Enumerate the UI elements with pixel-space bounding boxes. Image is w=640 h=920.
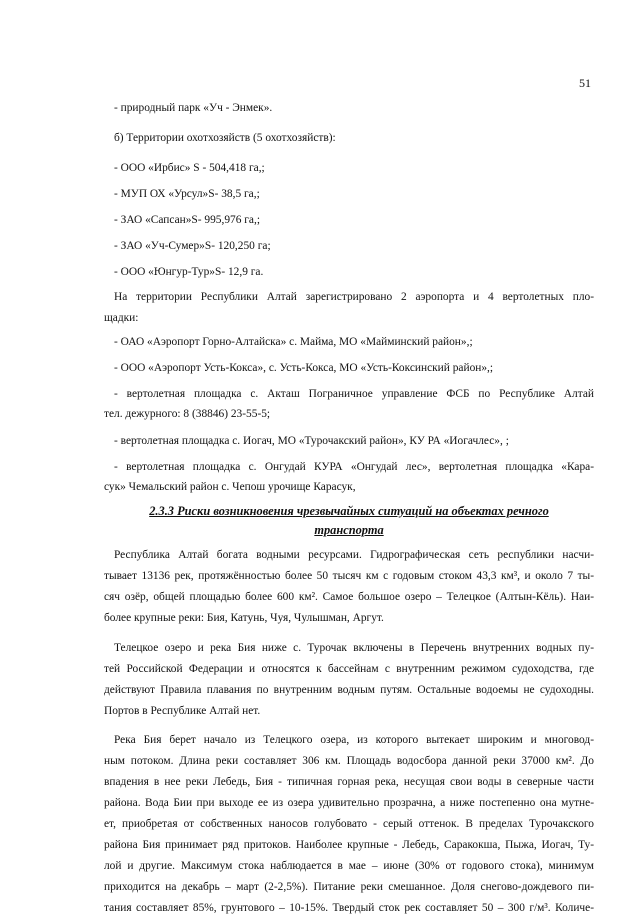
- list-item: - ОАО «Аэропорт Горно-Алтайска» с. Майма, МО «Майминский район»,;: [114, 336, 473, 348]
- paragraph-line: Река Бия берет начало из Телецкого озера, из которого вытекает широким и многовод-: [114, 734, 594, 746]
- list-item: - природный парк «Уч - Энмек».: [114, 102, 273, 114]
- list-item: - МУП ОХ «Урсул»S- 38,5 га,;: [114, 188, 260, 200]
- paragraph-line: лой и другие. Максимум стока наблюдается в мае – июне (30% от годового стока), минимум: [104, 860, 594, 872]
- list-item: - ООО «Ирбис» S - 504,418 га,;: [114, 162, 265, 174]
- paragraph-line: впадения в нее реки Лебедь, Бия - типичная горная река, несущая свои воды в северные части: [104, 776, 594, 788]
- list-item: - вертолетная площадка с. Акташ Пограничное управление ФСБ по Республике Алтай: [114, 388, 594, 400]
- paragraph-line: района. Вода Бии при выходе ее из озера удивительно прозрачна, а ниже постепенно она мутне-: [104, 797, 594, 809]
- paragraph-line: приходится на декабрь – март (2-2,5%). Питание реки смешанное. Доля снегово-дождевого пи-: [104, 881, 594, 893]
- paragraph-line: действуют Правила плавания по внутренним водным путям. Остальные водоемы не судоходны.: [104, 684, 594, 696]
- list-item: - вертолетная площадка с. Онгудай КУРА «Онгудай лес», вертолетная площадка «Кара-: [114, 461, 594, 473]
- list-item: б) Территории охотхозяйств (5 охотхозяйств):: [114, 132, 336, 144]
- paragraph-line: Республика Алтай богата водными ресурсами. Гидрографическая сеть республики насчи-: [114, 549, 594, 561]
- paragraph-line: Телецкое озеро и река Бия ниже с. Турочак включены в Перечень внутренних водных пу-: [114, 642, 594, 654]
- paragraph-line: тей Российской Федерации и относятся к бассейнам с внутренним режимом судоходства, где: [104, 663, 594, 675]
- paragraph-line: тывает 13136 рек, протяжённостью более 50 тысяч км с годовым стоком 43,3 км³, и около 7 ты-: [104, 570, 594, 582]
- paragraph-line: сяч озёр, общей площадью более 600 км². Самое большое озеро – Телецкое (Алтын-Кёль). Наи-: [104, 591, 594, 603]
- list-item: сук» Чемальский район с. Чепош урочище Карасук,: [104, 481, 356, 493]
- list-item: - ООО «Аэропорт Усть-Кокса», с. Усть-Кокса, МО «Усть-Коксинский район»,;: [114, 362, 494, 374]
- list-item: - ЗАО «Уч-Сумер»S- 120,250 га;: [114, 240, 271, 252]
- list-item: - вертолетная площадка с. Иогач, МО «Турочакский район», КУ РА «Иогачлес», ;: [114, 435, 509, 447]
- paragraph-line: Портов в Республике Алтай нет.: [104, 705, 261, 717]
- paragraph-line: На территории Республики Алтай зарегистрировано 2 аэропорта и 4 вертолетных пло-: [114, 291, 594, 303]
- list-item: - ООО «Юнгур-Тур»S- 12,9 га.: [114, 266, 264, 278]
- paragraph-line: района Бия принимает ряд притоков. Наиболее крупные - Лебедь, Саракокша, Пыжа, Иогач, Ту-: [104, 839, 594, 851]
- paragraph-line: более крупные реки: Бия, Катунь, Чуя, Чулышман, Аргут.: [104, 612, 384, 624]
- paragraph-line: ным потоком. Длина реки составляет 306 км. Площадь водосбора данной реки 37000 км². До: [104, 755, 594, 767]
- paragraph-line: щадки:: [104, 312, 139, 324]
- paragraph-line: тания составляет 85%, грунтового – 10-15%. Твердый сток рек составляет 50 – 300 г/м³. Количе-: [104, 902, 594, 914]
- page-number: 51: [579, 76, 591, 90]
- section-heading-line2: транспорта: [314, 523, 384, 537]
- list-item: - ЗАО «Сапсан»S- 995,976 га,;: [114, 214, 260, 226]
- list-item: тел. дежурного: 8 (38846) 23-55-5;: [104, 408, 271, 420]
- section-heading-line1: 2.3.3 Риски возникновения чрезвычайных ситуаций на объектах речного: [149, 504, 549, 518]
- paragraph-line: ет, приобретая от собственных наносов голубовато - серый оттенок. В пределах Турочакского: [104, 818, 594, 830]
